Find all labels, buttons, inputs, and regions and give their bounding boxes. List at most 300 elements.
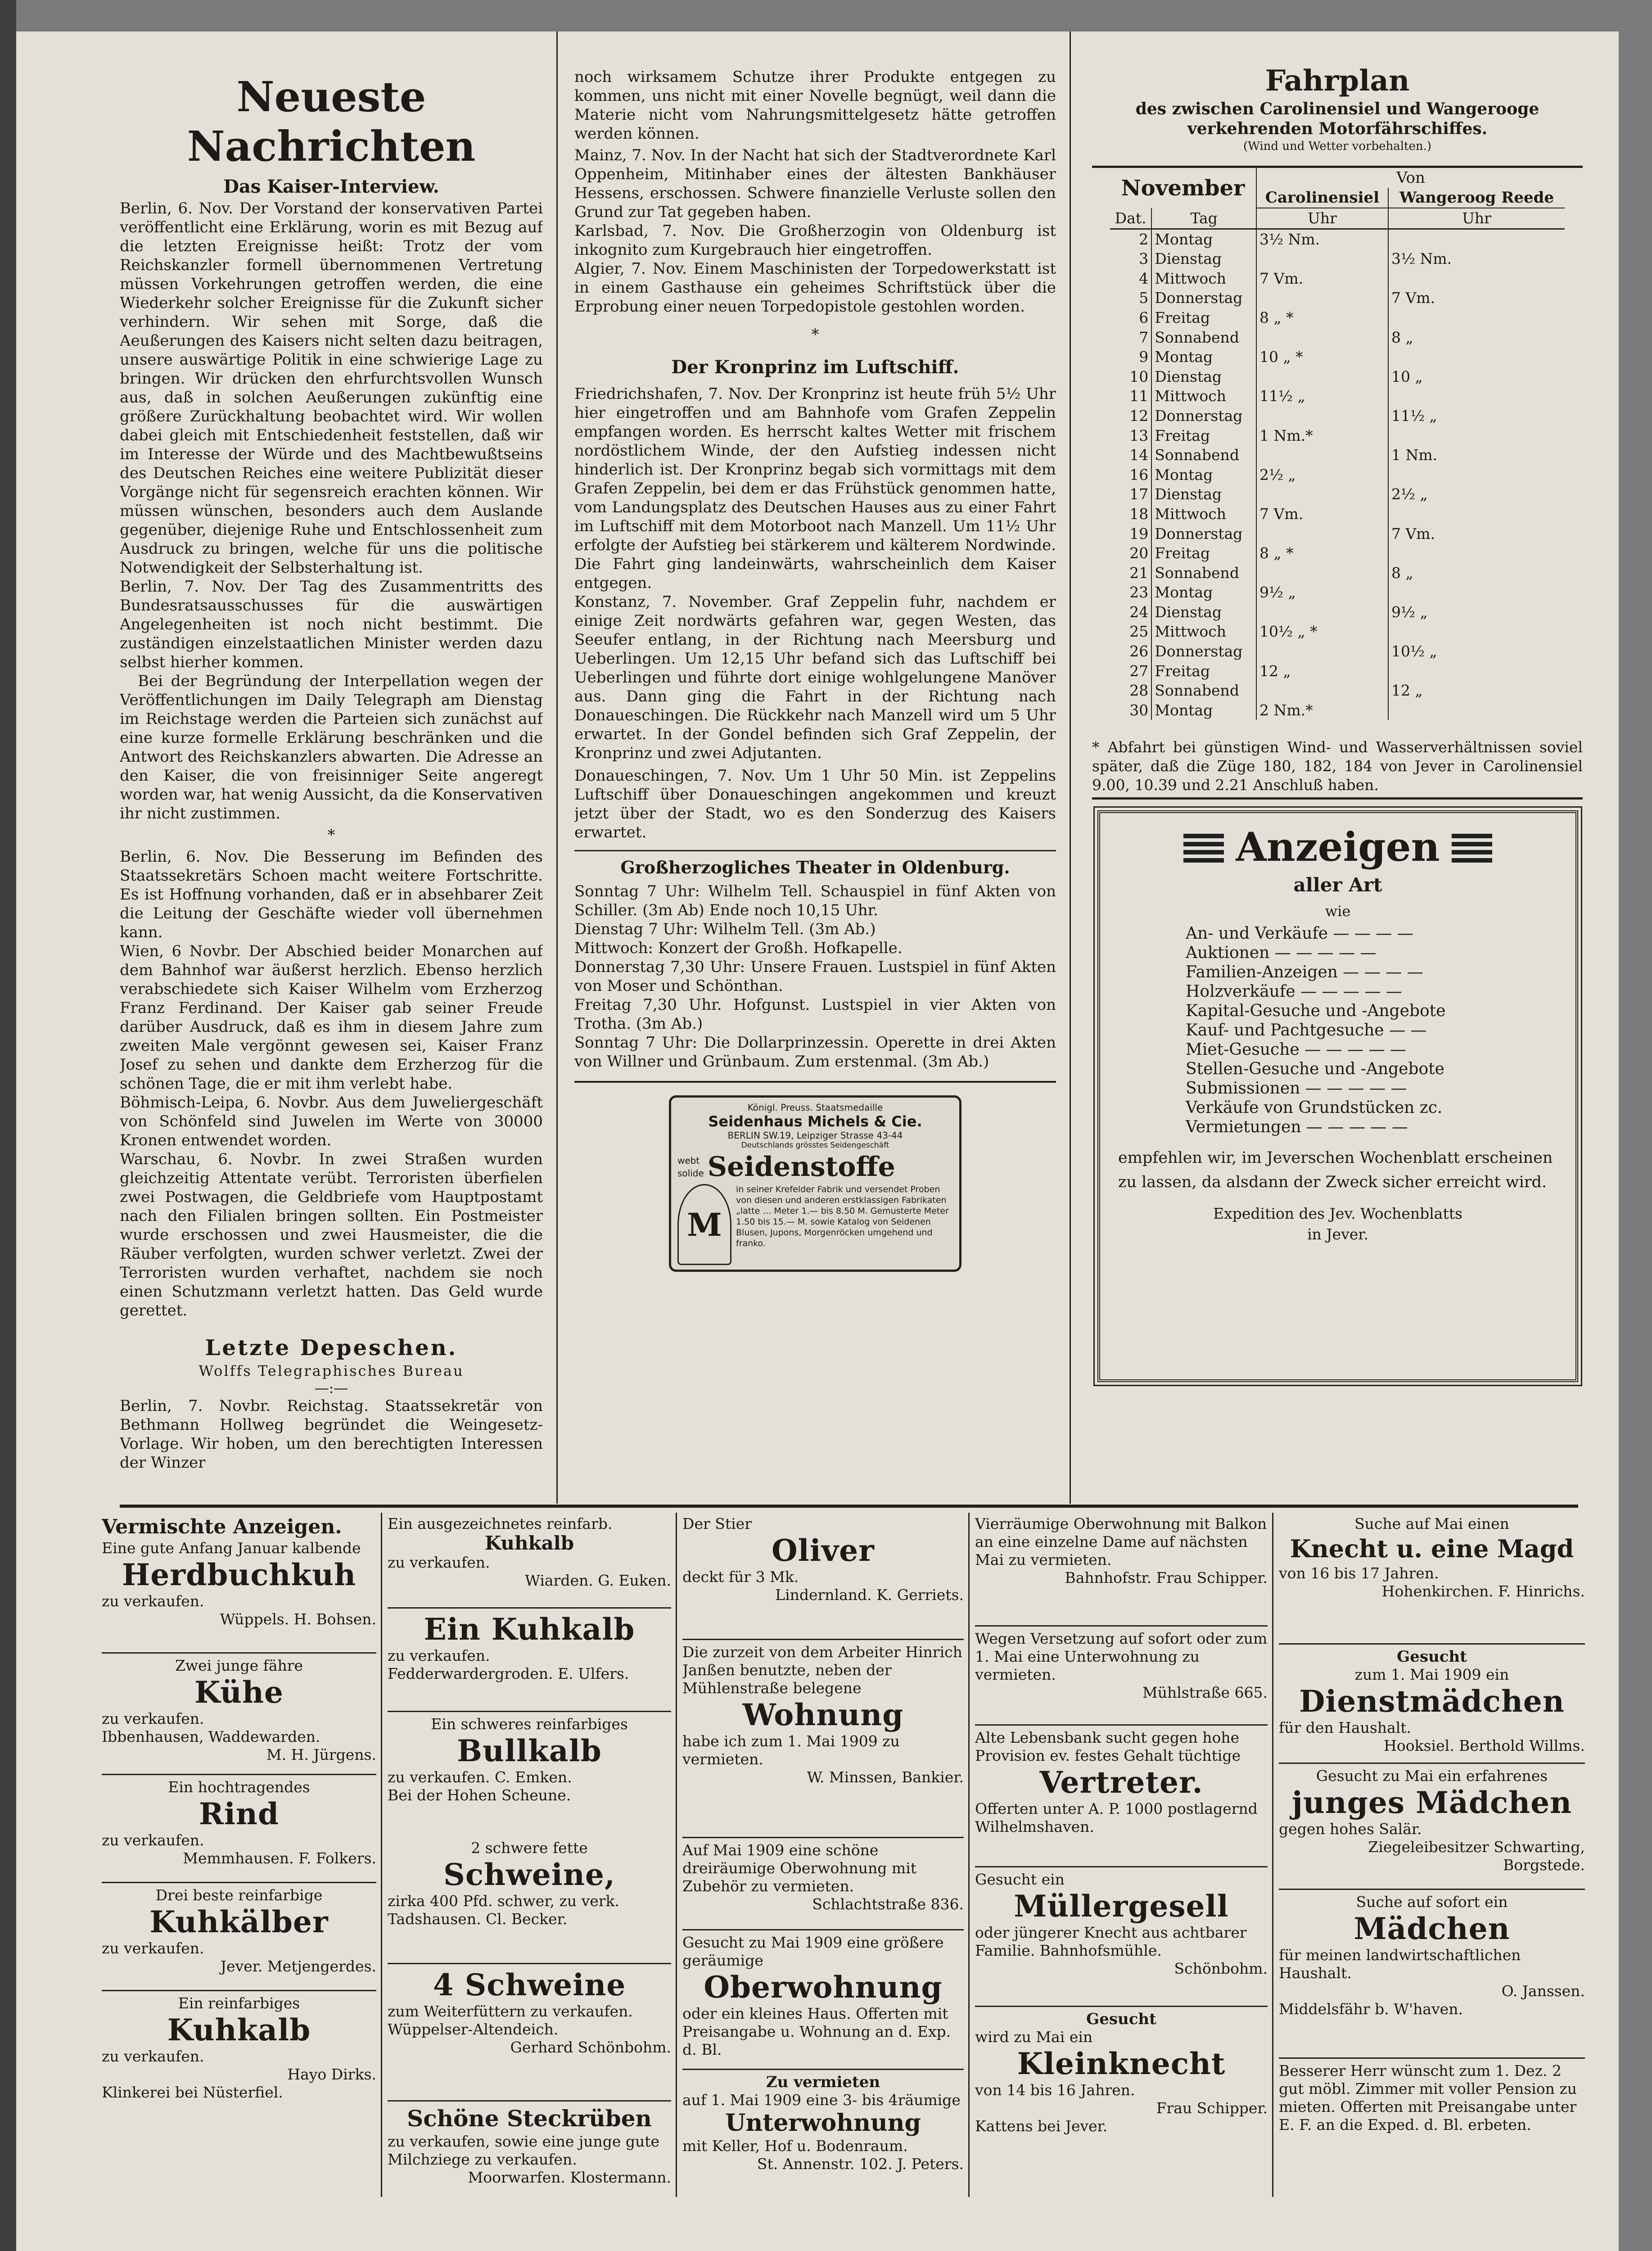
monogram-icon: M [677, 1184, 731, 1265]
anzeigen-box [1097, 810, 1578, 1382]
ad-signature: W. Minssen, Bankier. [807, 1768, 964, 1786]
ad-text: Ein hochtragendes [168, 1778, 310, 1796]
ad-headline: Rind [199, 1796, 280, 1831]
ad-rule [381, 1513, 382, 2197]
row-wangeroog-time [1388, 583, 1565, 602]
ad-signature: Wiarden. G. Euken. [524, 1572, 671, 1589]
row-date: 13 [1110, 426, 1151, 446]
ad-text: Gesucht [1397, 1648, 1467, 1666]
ad-rule [968, 1513, 970, 2197]
hand-pointer-icon [1183, 831, 1224, 863]
ad-headline: 4 Schweine [433, 1967, 626, 2002]
row-wangeroog-time [1388, 347, 1565, 367]
ad-main-row [677, 1150, 953, 1184]
ad-main-word: Seidenstoffe [707, 1151, 895, 1183]
anzeigen-item: Vermietungen — — — — — [1186, 1118, 1408, 1137]
ad-signature: O. Janssen. [1501, 1982, 1585, 2000]
row-wangeroog-time: 10 „ [1391, 367, 1423, 385]
row-weekday: Sonnabend [1151, 328, 1256, 348]
article-paragraph: Bei der Begründung der Interpellation wegen der Veröffentlichungen im Daily Telegraph am Dienstag im Reichstage werden die Parteien sich zunächst auf eine kurze formelle Erklärung beschränken und die Antwort des Reichskanzlers abwarten. Die Adresse an den Kaiser, die von freisinniger Seite angeregt worden war, hat wenig Aussicht, da die Konservativen ihr nicht zustimmen. [120, 672, 543, 823]
ad-text: zu verkaufen. [388, 1554, 490, 1571]
headline: Neueste Nachrichten [187, 72, 476, 171]
anzeigen-list [1186, 924, 1557, 1137]
ad-signature: Lindernland. K. Gerriets. [775, 1586, 964, 1604]
article-paragraph: Berlin, 6. Nov. Die Besserung im Befinden des Staatssekretärs Schoen macht weitere Fortschritte. Es ist Hoffnung vorhanden, daß er in absehbarer Zeit die Leitung der Geschäfte wieder voll übernehmen kann. [120, 848, 543, 941]
ad-rule [102, 1990, 376, 1991]
ad-text: zu verkaufen. [388, 1647, 490, 1664]
row-wangeroog-time: 7 Vm. [1391, 289, 1435, 307]
ad-body-row [677, 1184, 953, 1265]
row-date: 4 [1110, 269, 1151, 289]
timetable-row [1110, 347, 1565, 367]
ad-text: Gesucht [1086, 2010, 1156, 2028]
row-weekday: Freitag [1151, 308, 1256, 328]
ad-text: zu verkaufen. [102, 1710, 204, 1727]
ad-text: deckt für 3 Mk. [682, 1568, 799, 1586]
ad-rule [388, 2100, 671, 2102]
ad-signature: Mühlstraße 665. [1142, 1684, 1268, 1701]
ad-text: habe ich zum 1. Mai 1909 zu vermieten. [682, 1732, 900, 1768]
ad-text: zu verkaufen, sowie eine junge gute Milchziege zu verkaufen. [388, 2133, 660, 2168]
section-heading: Der Kronprinz im Luftschiff. [671, 357, 959, 378]
ad-text: Wüppelser-Altendeich. [388, 2020, 559, 2038]
ad-text: Die zurzeit von dem Arbeiter Hinrich Janßen benutzte, neben der Mühlenstraße belegene [682, 1643, 962, 1697]
row-carolinensiel-time: 7 Vm. [1256, 504, 1388, 524]
ad-text: Ein ausgezeichnetes reinfarb. [388, 1515, 613, 1532]
row-weekday: Freitag [1151, 426, 1256, 446]
row-weekday: Sonnabend [1151, 445, 1256, 465]
row-date: 3 [1110, 249, 1151, 269]
row-weekday: Donnerstag [1151, 524, 1256, 544]
article-paragraph: Berlin, 7. Novbr. Reichstag. Staatssekretär von Bethmann Hollweg begründet die Weingesetz-Vorlage. Wir hoben, um den berechtigten Interessen der Winzer [120, 1397, 543, 1472]
ad-maedchen [1279, 1893, 1585, 2028]
month-header: November [1110, 168, 1256, 208]
row-carolinensiel-time: 2½ „ [1256, 465, 1388, 485]
row-carolinensiel-time [1256, 445, 1388, 465]
anzeigen-subtitle: aller Art [1293, 874, 1382, 896]
row-date: 21 [1110, 563, 1151, 583]
article-paragraph: Wien, 6 Novbr. Der Abschied beider Monarchen auf dem Bahnhof war äußerst herzlich. Ebenso herzlich verabschiedete sich Kaiser Wilhelm vom Erzherzog Franz Ferdinand. Der Kaiser gab seiner Freude darüber Ausdruck, daß es ihm in diesem Jahre zum zweiten Male vergönnt gewesen sei, Kaiser Franz Josef zu sehen und dankte dem Erzherzog für die schönen Tage, die er mit ihm verlebt habe. [120, 942, 543, 1093]
row-date: 5 [1110, 288, 1151, 308]
timetable-row [1110, 622, 1565, 642]
article-paragraph: Mainz, 7. Nov. In der Nacht hat sich der Stadtverordnete Karl Oppenheim, Mitinhaber eines der ältesten Bankhäuser Hessens, erschossen. Schwere finanzielle Verluste sollen den Grund zur Tat gegeben haben. [574, 146, 1056, 221]
anzeigen-item: An- und Verkäufe — — — — [1186, 924, 1413, 943]
row-date: 24 [1110, 602, 1151, 622]
ad-headline: Kuhkälber [149, 1904, 329, 1939]
theater-entry: Dienstag 7 Uhr: Wilhelm Tell. (3m Ab.) [574, 920, 876, 938]
timetable-row [1110, 661, 1565, 681]
ad-oberwohnung-gesucht [682, 1934, 964, 2064]
ad-body-text: in seiner Krefelder Fabrik und versendet Proben von diesen und anderen erstklassigen Fabrikaten „latte … Meter 1.— bis 8.50 M. Gemusterte Meter 1.50 bis 15.— M. sowie Katalog von Seidenen Blusen, Jupons, Morgenröcken umgehend und franko. [736, 1184, 949, 1248]
timetable-row [1110, 426, 1565, 446]
row-date: 20 [1110, 543, 1151, 563]
theater-entry: Sonntag 7 Uhr: Wilhelm Tell. Schauspiel in fünf Akten von Schiller. (3m Ab) Ende noch 10,15 Uhr. [574, 882, 1056, 919]
anzeigen-item: Kapital-Gesuche und -Angebote [1186, 1002, 1446, 1021]
rule [574, 850, 1056, 851]
ad-headline: Kühe [194, 1675, 284, 1710]
article-paragraph: Konstanz, 7. November. Graf Zeppelin fuhr, nachdem er einige Zeit nordwärts gefahren war, gegen Westen, das Seeufer entlang, in der Richtung nach Meersburg und Ueberlingen. Um 12,15 Uhr befand sich das Luftschiff bei Ueberlingen und führte dort einige wohlgelungene Manöver aus. Dann ging die Fahrt in der Richtung nach Donaueschingen. Die Rückkehr nach Manzell wird um 5 Uhr erwartet. In der Gondel befinden sich Graf Zeppelin, der Kronprinz und zwei Adjutanten. [574, 593, 1056, 762]
row-wangeroog-time: 8 „ [1391, 564, 1413, 582]
row-wangeroog-time [1388, 543, 1565, 563]
article-paragraph: Karlsbad, 7. Nov. Die Großherzogin von Oldenburg ist inkognito zum Kurgebrauch hier eingetroffen. [574, 222, 1056, 259]
ad-headline: Unterwohnung [725, 2109, 921, 2137]
ad-signature: Wüppels. H. Bohsen. [220, 1610, 376, 1628]
row-weekday: Montag [1151, 347, 1256, 367]
ad-headline: Müllergesell [1014, 1889, 1229, 1924]
section-rule [120, 1505, 1578, 1508]
row-date: 17 [1110, 484, 1151, 504]
article-paragraph: Böhmisch-Leipa, 6. Novbr. Aus dem Juweliergeschäft von Schönfeld sind Juwelen im Werte von 30000 Kronen entwendet worden. [120, 1094, 543, 1149]
ad-headline: Bullkalb [457, 1733, 602, 1768]
timetable-row [1110, 386, 1565, 406]
ad-oberwohnung-vermieten [682, 1841, 964, 1927]
ad-kuehe [102, 1657, 376, 1769]
ad-kuhkalb-2 [388, 1515, 671, 1605]
ad-vertreter [975, 1729, 1268, 1864]
col-header-tag: Tag [1151, 208, 1256, 229]
section-heading: Das Kaiser-Interview. [223, 176, 439, 197]
row-wangeroog-time: 10½ „ [1391, 642, 1437, 660]
separator-mark: —:— [314, 1379, 348, 1397]
book-spine-edge [0, 0, 16, 2251]
ad-text: Alte Lebensbank sucht gegen hohe Provision ev. festes Gehalt tüchtige [975, 1729, 1241, 1764]
ad-text: für meinen landwirtschaftlichen Haushalt. [1279, 1946, 1521, 1982]
ad-vierraeumige [975, 1515, 1268, 1623]
row-weekday: Dienstag [1151, 367, 1256, 387]
ad-text: für den Haushalt. [1279, 1719, 1412, 1736]
ad-headline: Oberwohnung [704, 1970, 943, 2005]
ad-headline: Kuhkalb [167, 2012, 311, 2048]
ad-rule [388, 1607, 671, 1609]
row-carolinensiel-time [1256, 328, 1388, 348]
ad-text: Zu vermieten [766, 2073, 880, 2091]
anzeigen-item: Kauf- und Pachtgesuche — — [1186, 1021, 1427, 1040]
row-weekday: Freitag [1151, 661, 1256, 681]
row-carolinensiel-time [1256, 484, 1388, 504]
ad-muellergesell [975, 1871, 1268, 2001]
row-carolinensiel-time: 2 Nm.* [1256, 701, 1388, 720]
newspaper-page [16, 32, 1619, 2251]
col-header-dat: Dat. [1110, 208, 1151, 229]
row-carolinensiel-time: 10 „ * [1256, 347, 1388, 367]
ad-text: zum 1. Mai 1909 ein [1354, 1666, 1509, 1683]
ad-signature: Schönbohm. [1174, 1960, 1268, 1977]
anzeigen-wie: wie [1325, 903, 1351, 920]
ad-text: Gesucht zu Mai 1909 eine größere geräumige [682, 1934, 944, 1969]
separator-star: * [327, 826, 335, 844]
anzeigen-text: empfehlen wir, im Jeverschen Wochenblatt erscheinen zu lassen, da alsdann der Zweck sicher erreicht wird. [1118, 1149, 1553, 1192]
row-weekday: Montag [1151, 701, 1256, 720]
timetable-row [1110, 269, 1565, 289]
ad-rule [102, 1774, 376, 1775]
timetable-row [1110, 524, 1565, 544]
ad-rule [102, 1652, 376, 1654]
row-weekday: Sonnabend [1151, 563, 1256, 583]
article-paragraph: noch wirksamem Schutze ihrer Produkte entgegen zu kommen, uns nicht mit einer Novelle begnügt, weil dann die Materie nicht vom Nahrungsmittelgesetz hätte getroffen werden können. [574, 68, 1056, 143]
section-heading: Großherzogliches Theater in Oldenburg. [620, 857, 1010, 877]
row-wangeroog-time: 9½ „ [1391, 603, 1428, 621]
timetable [1092, 166, 1583, 720]
section-subheading: Wolffs Telegraphisches Bureau [199, 1362, 464, 1379]
row-wangeroog-time [1388, 661, 1565, 681]
row-carolinensiel-time [1256, 602, 1388, 622]
row-carolinensiel-time [1256, 642, 1388, 661]
article-paragraph: Berlin, 6. Nov. Der Vorstand der konservativen Partei veröffentlicht eine Erklärung, worin es mit Bezug auf die letzten Ereignisse heißt: Trotz der vom Reichskanzler formell übernommenen Vertretung müssen Vorkehrungen getroffen werden, die eine Wiederkehr solcher Ereignisse für die Zukunft sicher verhindern. Wir sehen mit Sorge, daß die Aeußerungen des Kaisers nicht selten dazu beitragen, unsere auswärtige Politik in eine schwierige Lage zu bringen. Wir drücken den ehrfurchtsvollen Wunsch aus, daß in solchen Aeußerungen zukünftig eine größere Zurückhaltung beobachtet wird. Wir wollen dabei gleich mit Entschiedenheit feststellen, daß wir im Interesse der Würde und des Machtbewußtseins des Deutschen Reiches eine weitere Publizität dieser Vorgänge nicht für segensreich erachten können. Wir müssen wünschen, besonders auch dem Auslande gegenüber, diejenige Ruhe und Entschlossenheit zum Ausdruck zu bringen, welche für uns die politische Notwendigkeit der Selbsterhaltung ist. [120, 199, 543, 577]
ad-steckrueben [388, 2105, 671, 2208]
ad-wohnung [682, 1643, 964, 1832]
row-wangeroog-time: 11½ „ [1391, 407, 1437, 425]
anzeigen-item: Holzverkäufe — — — — — [1186, 982, 1402, 1001]
ad-junges-maedchen [1279, 1767, 1585, 1880]
ad-signature: St. Annenstr. 102. J. Peters. [757, 2155, 964, 2173]
row-carolinensiel-time [1256, 249, 1388, 269]
ad-address: Deutschlands grösstes Seidengeschäft [741, 1141, 889, 1150]
row-wangeroog-time [1388, 308, 1565, 328]
row-date: 2 [1110, 229, 1151, 249]
row-date: 16 [1110, 465, 1151, 485]
ad-headline: Oliver [772, 1533, 875, 1568]
ad-text: Zwei junge fähre [175, 1657, 303, 1674]
article-paragraph: Berlin, 7. Nov. Der Tag des Zusammentritts des Bundesratsausschusses für die auswärtigen Angelegenheiten ist noch nicht bestimmt. Die zuständigen einzelstaatlichen Minister werden dazu selbst hierher kommen. [120, 578, 543, 671]
timetable-row [1110, 249, 1565, 269]
row-date: 7 [1110, 328, 1151, 348]
row-date: 18 [1110, 504, 1151, 524]
ad-text: Ein schweres reinfarbiges [431, 1715, 628, 1733]
row-wangeroog-time: 1 Nm. [1391, 446, 1438, 464]
ad-text: Suche auf sofort ein [1356, 1893, 1508, 1911]
ad-headline: Schöne Steckrüben [407, 2105, 652, 2132]
ad-text: wird zu Mai ein [975, 2028, 1093, 2046]
row-carolinensiel-time [1256, 367, 1388, 387]
row-wangeroog-time [1388, 622, 1565, 642]
anzeigen-item: Familien-Anzeigen — — — — [1186, 963, 1423, 982]
article-paragraph: Friedrichshafen, 7. Nov. Der Kronprinz ist heute früh 5½ Uhr hier eingetroffen und am Bahnhofe vom Grafen Zeppelin empfangen worden. Es herrscht kaltes Wetter mit frischem nordöstlichem Winde, der den Aufstieg indessen nicht hinderlich ist. Der Kronprinz begab sich vormittags mit dem Grafen Zeppelin, bei dem er das Frühstück genommen hatte, vom Landungsplatz des Deutschen Hauses aus zu einer Fahrt im Luftschiff mit dem Motorboot nach Manzell. Um 11½ Uhr erfolgte der Aufstieg bei stärkerem und kälterem Nordwinde. Die Fahrt ging landeinwärts, wahrscheinlich dem Kaiser entgegen. [574, 385, 1056, 592]
separator-star: * [811, 325, 819, 344]
col-header-uhr: Uhr [1462, 209, 1491, 227]
timetable-column [1092, 63, 1583, 1504]
ad-unterwohnung [682, 2073, 964, 2208]
ad-text: oder ein kleines Haus. Offerten mit Preisangabe u. Wohnung an d. Exp. d. Bl. [682, 2005, 951, 2058]
ad-text: von 14 bis 16 Jahren. [975, 2081, 1135, 2099]
ad-signature: Kattens bei Jever. [975, 2117, 1108, 2135]
row-weekday: Montag [1151, 229, 1256, 249]
ad-herdbuchkuh [102, 1515, 376, 1650]
row-date: 19 [1110, 524, 1151, 544]
ad-signature: Borgstede. [1503, 1856, 1585, 1874]
column-rule [556, 32, 558, 1504]
ad-rule [975, 1625, 1268, 1627]
row-wangeroog-time: 2½ „ [1391, 485, 1428, 503]
timetable-row [1110, 484, 1565, 504]
row-carolinensiel-time: 9½ „ [1256, 583, 1388, 602]
timetable-title: Fahrplan [1265, 64, 1410, 98]
timetable-subtitle: des zwischen Carolinensiel und Wangerooge [1135, 99, 1539, 118]
article-paragraph: Warschau, 6. Novbr. In zwei Straßen wurden gleichzeitig Attentate verübt. Terroristen überfielen zwei Postwagen, die Geldbriefe vom Hauptpostamt nach den Filialen bringen sollten. Ein Postmeister wurde erschossen und zwei Hausmeister, die die Räuber verfolgten, wurden schwer verletzt. Zwei der Terroristen wurden verhaftet, nachdem sie noch einen Schutzmann verletzt hatten. Das Geld wurde gerettet. [120, 1150, 543, 1320]
ad-schweine [388, 1839, 671, 1961]
timetable-row [1110, 328, 1565, 348]
article-paragraph: Algier, 7. Nov. Einem Maschinisten der Torpedowerkstatt ist in einem Gasthause ein geheimes Schriftstück über die Erprobung einer neuen Torpedopistole gestohlen worden. [574, 260, 1056, 316]
row-carolinensiel-time: 12 „ [1256, 661, 1388, 681]
ad-text: Wegen Versetzung auf sofort oder zum 1. Mai eine Unterwohnung zu vermieten. [975, 1630, 1268, 1683]
seidenhaus-ad [669, 1095, 961, 1272]
theater-entry: Mittwoch: Konzert der Großh. Hofkapelle. [574, 939, 903, 957]
row-date: 30 [1110, 701, 1151, 720]
ad-headline: Ein Kuhkalb [424, 1612, 635, 1647]
ad-text: Drei beste reinfarbige [155, 1886, 323, 1904]
ad-bullkalb [388, 1715, 671, 1850]
ad-text: oder jüngerer Knecht aus achtbarer Familie. Bahnhofsmühle. [975, 1924, 1247, 1959]
ad-signature: Bahnhofstr. Frau Schipper. [1065, 1569, 1268, 1587]
row-wangeroog-time [1388, 426, 1565, 446]
timetable-row [1110, 406, 1565, 426]
row-weekday: Mittwoch [1151, 386, 1256, 406]
section-heading: Letzte Depeschen. [205, 1335, 458, 1361]
ad-side-label: webt solide [677, 1155, 704, 1179]
ad-signature: M. H. Jürgens. [266, 1746, 376, 1763]
row-wangeroog-time [1388, 386, 1565, 406]
row-weekday: Montag [1151, 583, 1256, 602]
hand-pointer-icon [1452, 831, 1492, 863]
timetable-row [1110, 701, 1565, 720]
ad-text: zu verkaufen. C. Emken. [388, 1768, 572, 1786]
row-weekday: Montag [1151, 465, 1256, 485]
ad-text: Ibbenhausen, Waddewarden. [102, 1728, 320, 1745]
ad-signature: Tadshausen. Cl. Becker. [388, 1910, 568, 1928]
row-carolinensiel-time: 11½ „ [1256, 386, 1388, 406]
row-carolinensiel-time [1256, 524, 1388, 544]
timetable-row [1110, 308, 1565, 328]
ad-text: Ein reinfarbiges [178, 1994, 300, 2012]
ad-headline: Mädchen [1354, 1911, 1510, 1946]
ad-text: gegen hohes Salär. [1279, 1820, 1422, 1838]
timetable-row [1110, 288, 1565, 308]
ad-text: Eine gute Anfang Januar kalbende [102, 1539, 361, 1557]
ads-section-title: Vermischte Anzeigen. [102, 1515, 342, 1538]
row-date: 11 [1110, 386, 1151, 406]
row-weekday: Dienstag [1151, 249, 1256, 269]
row-date: 25 [1110, 622, 1151, 642]
ad-text: mit Keller, Hof u. Bodenraum. [682, 2137, 908, 2155]
ad-rule [682, 1929, 964, 1930]
ad-headline: Knecht u. eine Magd [1290, 1534, 1574, 1563]
ad-signature: Moorwarfen. Klostermann. [468, 2169, 671, 2186]
ad-4-schweine [388, 1967, 671, 2098]
timetable-row [1110, 563, 1565, 583]
row-date: 14 [1110, 445, 1151, 465]
ad-dienstmaedchen [1279, 1648, 1585, 1760]
row-date: 26 [1110, 642, 1151, 661]
ad-headline: Vertreter. [1039, 1765, 1203, 1800]
ad-ein-kuhkalb [388, 1612, 671, 1706]
timetable-note: (Wind und Wetter vorbehalten.) [1243, 140, 1432, 153]
ad-text: von 16 bis 17 Jahren. [1279, 1564, 1439, 1582]
col-header-uhr: Uhr [1256, 208, 1388, 229]
ad-headline: Schweine, [443, 1857, 615, 1892]
ad-rule [388, 1963, 671, 1964]
ad-text: Suche auf Mai einen [1354, 1515, 1509, 1532]
timetable-row [1110, 445, 1565, 465]
anzeigen-expedition: Expedition des Jev. Wochenblatts [1213, 1205, 1462, 1223]
timetable-row [1110, 465, 1565, 485]
timetable-row [1110, 543, 1565, 563]
anzeigen-item: Auktionen — — — — — [1186, 944, 1377, 963]
ad-rule [388, 1711, 671, 1712]
ad-rule [676, 1513, 677, 2197]
row-date: 28 [1110, 681, 1151, 701]
ad-rule [682, 1837, 964, 1838]
row-date: 6 [1110, 308, 1151, 328]
row-carolinensiel-time [1256, 406, 1388, 426]
ad-text: Vierräumige Oberwohnung mit Balkon an eine einzelne Dame auf nächsten Mai zu vermieten. [975, 1515, 1267, 1568]
ad-signature: Hohenkirchen. F. Hinrichs. [1381, 1582, 1585, 1600]
row-carolinensiel-time: 3½ Nm. [1256, 229, 1388, 249]
row-wangeroog-time: 7 Vm. [1391, 524, 1435, 542]
ad-rule [1279, 1889, 1585, 1890]
ad-knecht-magd [1279, 1515, 1585, 1641]
theater-entry: Freitag 7,30 Uhr. Hofgunst. Lustspiel in vier Akten von Trotha. (3m Ab.) [574, 996, 1056, 1033]
row-weekday: Mittwoch [1151, 504, 1256, 524]
ad-text: zu verkaufen. [102, 2048, 204, 2065]
ad-rule [1272, 1513, 1273, 2197]
ad-headline: junges Mädchen [1291, 1785, 1572, 1820]
ad-signature: Frau Schipper. [1156, 2099, 1268, 2117]
theater-entry: Donnerstag 7,30 Uhr: Unsere Frauen. Lustspiel in fünf Akten von Moser und Schönthan. [574, 958, 1056, 995]
anzeigen-item: Miet-Gesuche — — — — — [1186, 1040, 1406, 1059]
col-header-von: Von [1396, 169, 1425, 187]
timetable-row [1110, 504, 1565, 524]
ad-unterwohnung-2 [975, 1630, 1268, 1720]
row-weekday: Freitag [1151, 543, 1256, 563]
ad-rule [975, 1866, 1268, 1867]
news-column-2 [574, 68, 1056, 1499]
row-date: 9 [1110, 347, 1151, 367]
ad-medal-line: Königl. Preuss. Staatsmedaille [747, 1102, 883, 1113]
timetable-row [1110, 583, 1565, 602]
timetable-row [1110, 642, 1565, 661]
ad-signature: Memmhausen. F. Folkers. [183, 1849, 376, 1867]
row-carolinensiel-time [1256, 681, 1388, 701]
timetable-row [1110, 367, 1565, 387]
row-weekday: Donnerstag [1151, 288, 1256, 308]
timetable-row [1110, 681, 1565, 701]
ad-signature: Ziegeleibesitzer Schwarting, [1368, 1838, 1585, 1856]
ad-text: zirka 400 Pfd. schwer, zu verk. [388, 1892, 620, 1910]
anzeigen-expedition: in Jever. [1307, 1225, 1368, 1243]
ad-text: Der Stier [682, 1515, 752, 1532]
ad-headline: Dienstmädchen [1299, 1684, 1565, 1719]
row-weekday: Dienstag [1151, 602, 1256, 622]
timetable-subtitle: verkehrenden Motorfährschiffes. [1187, 119, 1488, 138]
ad-headline: Herdbuchkuh [122, 1557, 357, 1592]
row-carolinensiel-time: 8 „ * [1256, 543, 1388, 563]
row-weekday: Sonnabend [1151, 681, 1256, 701]
col-header-carolinensiel: Carolinensiel [1256, 188, 1388, 208]
timetable-row [1110, 229, 1565, 249]
ad-firm-name: Seidenhaus Michels & Cie. [708, 1113, 922, 1130]
ad-rule [975, 2006, 1268, 2007]
ad-signature: Klinkerei bei Nüsterfiel. [102, 2084, 283, 2101]
ad-rule [1279, 1763, 1585, 1764]
ad-text: 2 schwere fette [471, 1839, 588, 1857]
ad-kleinknecht [975, 2010, 1268, 2145]
ad-signature: Middelsfähr b. W'haven. [1279, 2000, 1463, 2018]
row-weekday: Donnerstag [1151, 642, 1256, 661]
row-weekday: Dienstag [1151, 484, 1256, 504]
ad-headline: Wohnung [742, 1697, 904, 1732]
row-carolinensiel-time: 1 Nm.* [1256, 426, 1388, 446]
ad-rule [1279, 1643, 1585, 1645]
anzeigen-item: Stellen-Gesuche und -Angebote [1186, 1060, 1444, 1079]
